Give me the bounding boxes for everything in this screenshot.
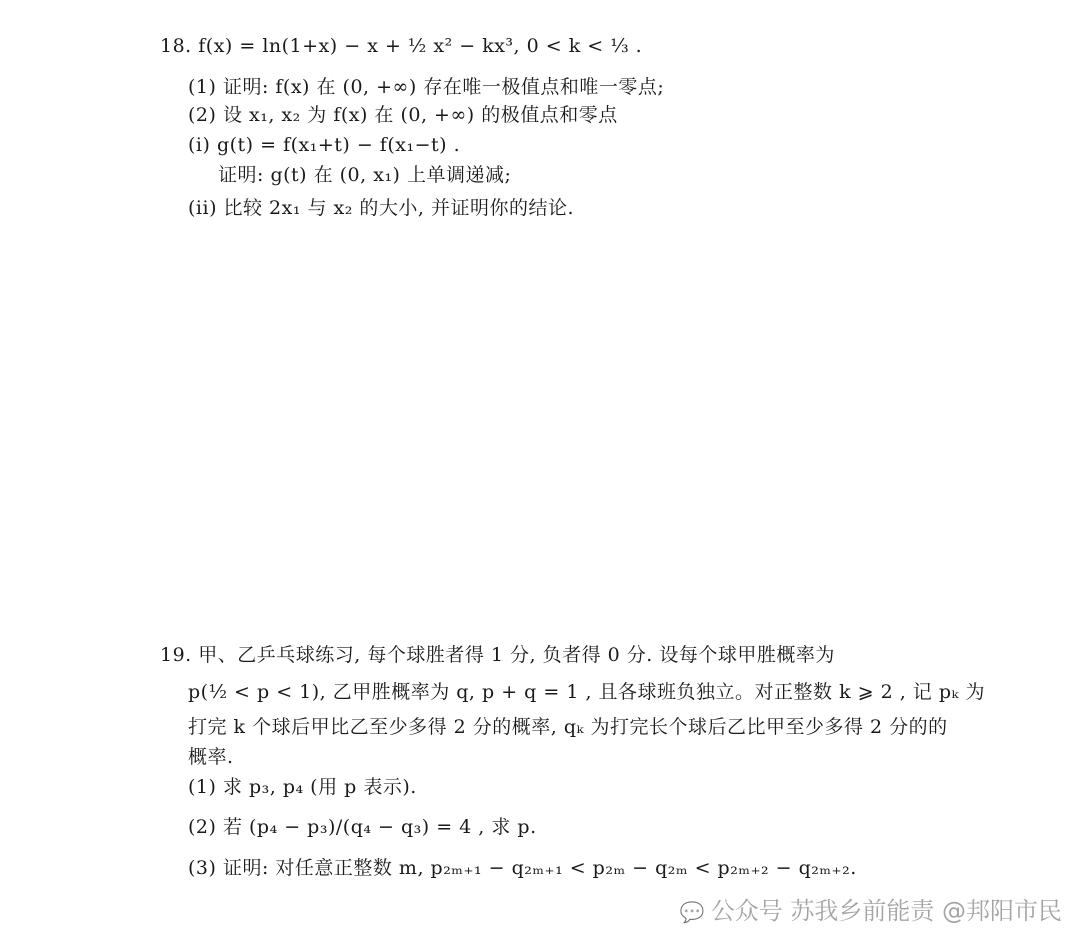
watermark-text: 公众号 苏我乡前能责 @邦阳市民 bbox=[710, 897, 1062, 925]
problem-19-statement-line-1: 19. 甲、乙乒乓球练习, 每个球胜者得 1 分, 负者得 0 分. 设每个球甲胜概率为 bbox=[160, 644, 835, 666]
watermark bbox=[680, 891, 1062, 926]
problem-18-part-1: (1) 证明: f(x) 在 (0, +∞) 存在唯一极值点和唯一零点; bbox=[188, 76, 665, 98]
wechat-bubble-icon: 💬 bbox=[679, 900, 705, 924]
problem-19-statement-line-2: p(½ < p < 1), 乙甲胜概率为 q, p + q = 1 , 且各球班负独立。对正整数 k ⩾ 2 , 记 pₖ 为 bbox=[188, 681, 985, 703]
problem-18-part-2-i-proof: 证明: g(t) 在 (0, x₁) 上单调递减; bbox=[218, 164, 512, 186]
problem-18-part-2-ii: (ii) 比较 2x₁ 与 x₂ 的大小, 并证明你的结论. bbox=[188, 197, 575, 219]
problem-19-part-2: (2) 若 (p₄ − p₃)/(q₄ − q₃) = 4 , 求 p. bbox=[188, 816, 537, 838]
problem-18-part-2-i: (i) g(t) = f(x₁+t) − f(x₁−t) . bbox=[188, 134, 461, 156]
problem-19-part-3: (3) 证明: 对任意正整数 m, p₂ₘ₊₁ − q₂ₘ₊₁ < p₂ₘ − q₂ₘ < p₂ₘ₊₂ − q₂ₘ₊₂. bbox=[188, 857, 857, 879]
problem-18-statement: 18. f(x) = ln(1+x) − x + ½ x² − kx³, 0 < k < ⅓ . bbox=[160, 35, 643, 57]
problem-19-statement-line-4: 概率. bbox=[188, 746, 234, 768]
problem-19-statement-line-3: 打完 k 个球后甲比乙至少多得 2 分的概率, qₖ 为打完长个球后乙比甲至少多得 2 分的的 bbox=[188, 716, 948, 738]
problem-18-part-2: (2) 设 x₁, x₂ 为 f(x) 在 (0, +∞) 的极值点和零点 bbox=[188, 104, 618, 126]
problem-19-part-1: (1) 求 p₃, p₄ (用 p 表示). bbox=[188, 776, 417, 798]
